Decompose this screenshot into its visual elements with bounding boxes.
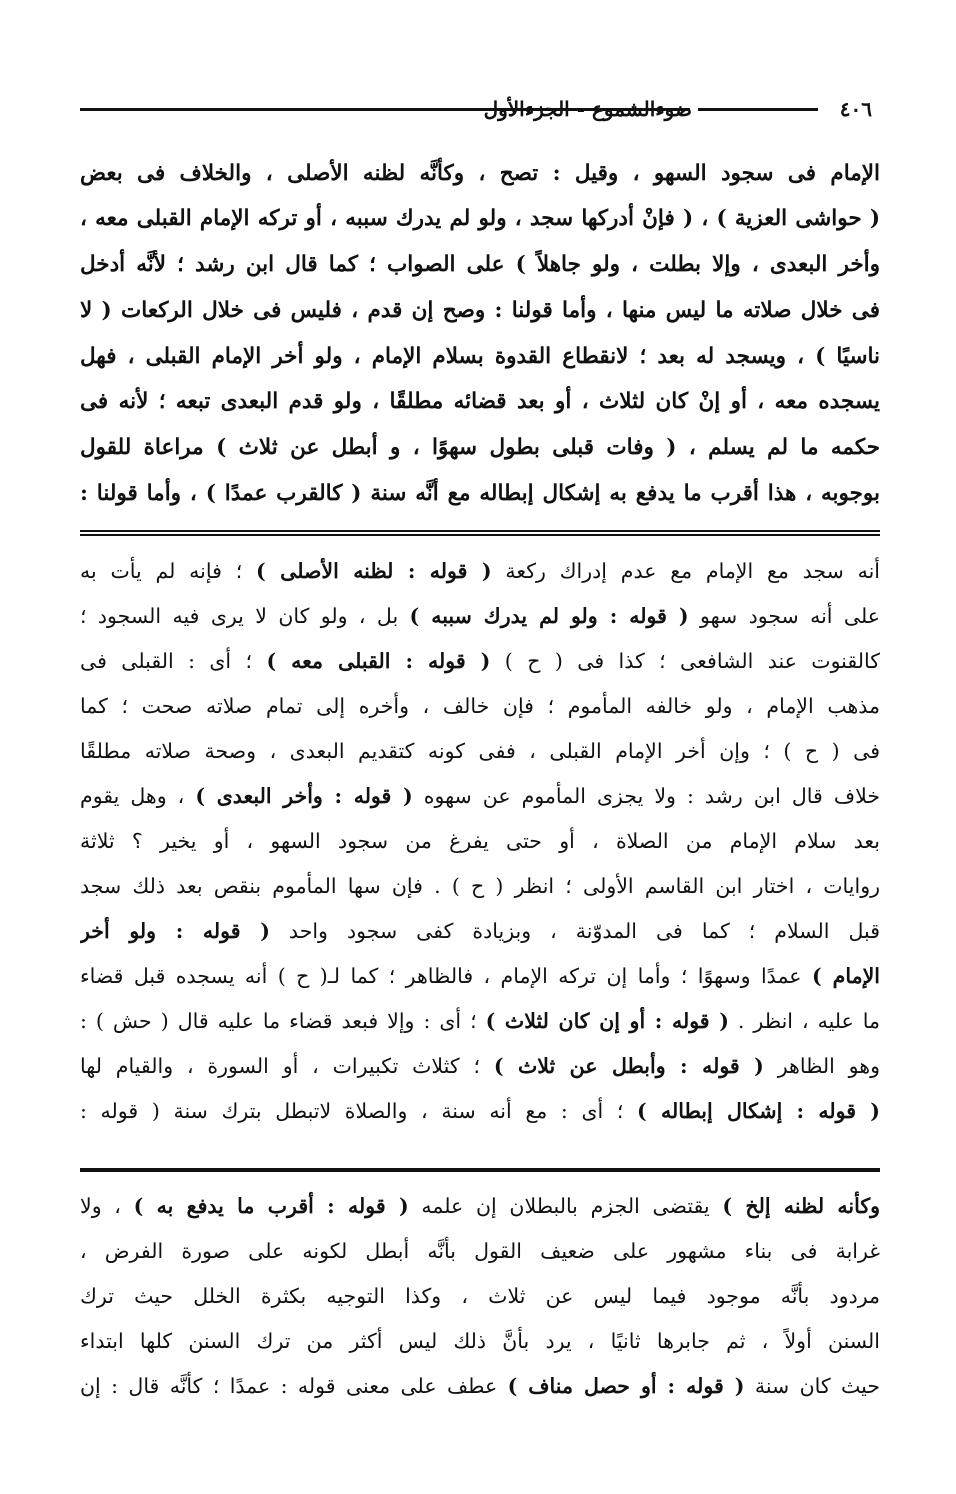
section-divider-thick [80,1168,880,1172]
main-line: يسجده معه ، أو إنْ كان لثلاث ، أو بعد قضائه مطلقًا ، ولو قدم البعدى تبعه ؛ لأنه فى [80,389,880,414]
commentary-line: الإمام ) عمدًا وسهوًا ؛ وأما إن تركه الإمام ، فالظاهر ؛ كما لـ( ح ) أنه يسجده قبل قضاء [80,964,880,988]
commentary-line: مذهب الإمام ، ولو خالفه المأموم ؛ فإن خالف ، وأخره إلى تمام صلاته صحت ؛ كما [80,694,880,718]
main-line: الإمام فى سجود السهو ، وقيل : تصح ، وكأنَّه لظنه الأصلى ، والخلاف فى بعض [80,161,880,186]
page-header [80,93,880,125]
main-line: وأخر البعدى ، وإلا بطلت ، ولو جاهلاً ) على الصواب ؛ كما قال ابن رشد ؛ لأنَّه أدخل [80,252,880,277]
commentary-line: حيث كان سنة ( قوله : أو حصل مناف ) عطف على معنى قوله : عمدًا ؛ كأنَّه قال : إن [80,1374,880,1398]
commentary-line: خلاف قال ابن رشد : ولا يجزى المأموم عن سهوه ( قوله : وأخر البعدى ) ، وهل يقوم [80,784,880,808]
main-line: فى خلال صلاته ما ليس منها ، وأما قولنا : وصح إن قدم ، فليس فى خلال الركعات ( لا [80,298,880,323]
commentary-line: كالقنوت عند الشافعى ؛ كذا فى ( ح ) ( قوله : القبلى معه ) ؛ أى : القبلى فى [80,649,880,673]
commentary-line: وهو الظاهر ( قوله : وأبطل عن ثلاث ) ؛ كثلاث تكبيرات ، أو السورة ، والقيام لها [80,1054,880,1078]
commentary-line: السنن أولاً ، ثم جابرها ثانيًا ، يرد بأنَّ ذلك ليس أكثر من ترك السنن كلها ابتداء [80,1329,880,1353]
commentary-line: غرابة فى بناء مشهور على ضعيف القول بأنَّه أبطل لكونه على صورة الفرض ، [80,1239,880,1263]
commentary-line: مردود بأنَّه موجود فيما ليس عن ثلاث ، وكذا التوجيه بكثرة الخلل حيث ترك [80,1284,880,1308]
section-divider-double [80,530,880,536]
header-rule-right [698,108,818,111]
main-line: حكمه ما لم يسلم ، ( وفات قبلى بطول سهوًا ، و أبطل عن ثلاث ) مراعاة للقول [80,435,880,460]
commentary-line: قبل السلام ؛ كما فى المدوّنة ، وبزيادة كفى سجود واحد ( قوله : ولو أخر [80,919,880,943]
commentary-line: ما عليه ، انظر . ( قوله : أو إن كان لثلاث ) ؛ أى : وإلا فبعد قضاء ما عليه قال ( حش ) : [80,1009,880,1033]
commentary-line: ( قوله : إشكال إبطاله ) ؛ أى : مع أنه سنة ، والصلاة لاتبطل بترك سنة ( قوله : [80,1099,880,1123]
running-title: ضوءالشموع - الجزءالأول [483,97,692,121]
commentary-line: فى ( ح ) ؛ وإن أخر الإمام القبلى ، ففى كونه كتقديم البعدى ، وصحة صلاته مطلقًا [80,739,880,763]
commentary-line: بعد سلام الإمام من الصلاة ، أو حتى يفرغ من سجود السهو ، أو يخير ؟ ثلاثة [80,829,880,853]
commentary-line: روايات ، اختار ابن القاسم الأولى ؛ انظر ( ح ) . فإن سها المأموم بنقص بعد ذلك سجد [80,874,880,898]
commentary-line: أنه سجد مع الإمام مع عدم إدراك ركعة ( قوله : لظنه الأصلى ) ؛ فإنه لم يأت به [80,559,880,583]
main-line: ( حواشى العزية ) ، ( فإنْ أدركها سجد ، ولو لم يدرك سببه ، أو تركه الإمام القبلى معه ، [80,206,880,231]
main-line: بوجوبه ، هذا أقرب ما يدفع به إشكال إبطاله مع أنَّه سنة ( كالقرب عمدًا ) ، وأما قولنا : [80,481,880,506]
commentary-line: على أنه سجود سهو ( قوله : ولو لم يدرك سببه ) بل ، ولو كان لا يرى فيه السجود ؛ [80,604,880,628]
page-number: ٤٠٦ [832,95,880,123]
main-line: ناسيًا ) ، ويسجد له بعد ؛ لانقطاع القدوة بسلام الإمام ، ولو أخر الإمام القبلى ، فهل [80,344,880,369]
commentary-line: وكأنه لظنه إلخ ) يقتضى الجزم بالبطلان إن علمه ( قوله : أقرب ما يدفع به ) ، ولا [80,1194,880,1218]
